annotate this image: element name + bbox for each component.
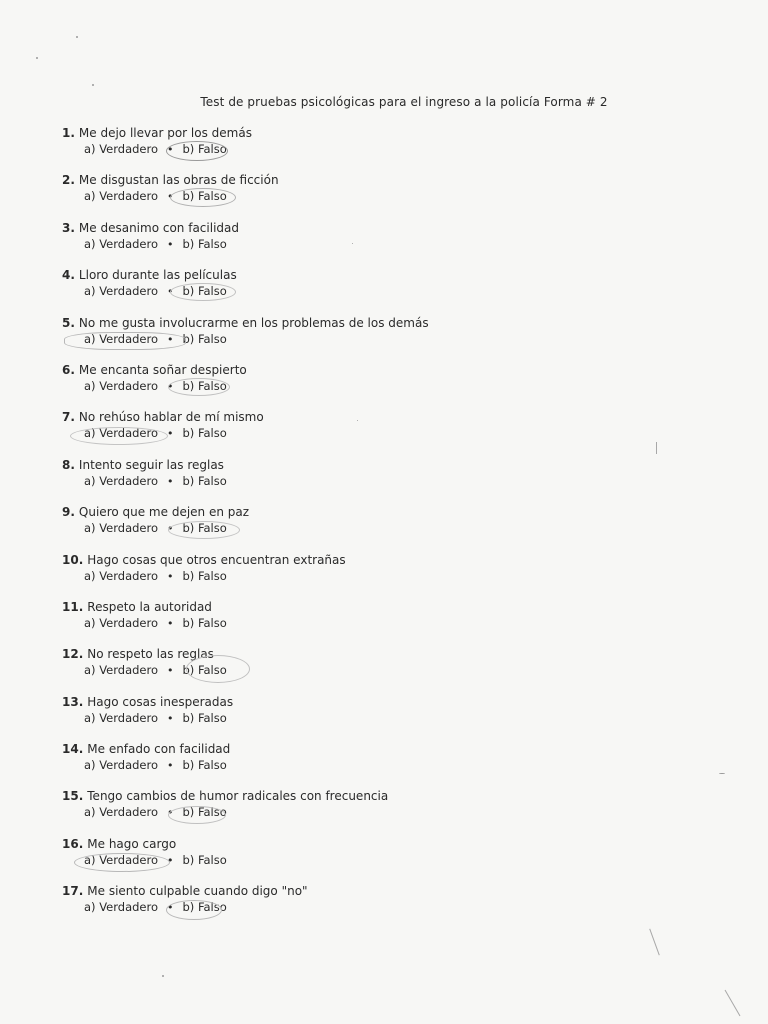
question-statement: Quiero que me dejen en paz (78, 505, 250, 520)
question-item (62, 553, 722, 600)
bullet-separator: • (167, 806, 174, 820)
option-a[interactable]: a) Verdadero (84, 284, 158, 299)
question-item (62, 410, 722, 457)
question-statement: Tengo cambios de humor radicales con frecuencia (87, 789, 389, 804)
option-a[interactable]: a) Verdadero (84, 189, 158, 204)
scan-speck (76, 36, 78, 38)
option-b[interactable]: b) Falso (182, 378, 227, 393)
question-statement: Me disgustan las obras de ficción (78, 173, 279, 188)
question-text (62, 316, 722, 331)
option-a[interactable]: a) Verdadero (84, 758, 158, 773)
answer-options (62, 710, 722, 727)
option-b[interactable]: b) Falso (182, 900, 227, 915)
question-item (62, 505, 722, 552)
question-number: 17. (62, 884, 84, 899)
bullet-separator: • (167, 285, 174, 299)
question-text (62, 553, 722, 568)
question-item (62, 221, 722, 268)
option-b[interactable]: b) Falso (182, 568, 227, 583)
question-number: 11. (62, 599, 84, 614)
bullet-separator: • (167, 853, 174, 867)
option-b[interactable]: b) Falso (182, 758, 227, 773)
question-item (62, 600, 722, 647)
answer-options (62, 378, 722, 395)
option-b[interactable]: b) Falso (182, 710, 227, 725)
bullet-separator: • (167, 474, 174, 488)
question-item (62, 742, 722, 789)
question-number: 3. (62, 220, 75, 235)
scan-speck (357, 420, 358, 421)
question-text (62, 410, 722, 425)
answer-options (62, 331, 722, 348)
question-number: 15. (62, 789, 84, 804)
answer-options (62, 236, 722, 253)
question-statement: Me siento culpable cuando digo "no" (87, 884, 308, 899)
question-text (62, 268, 722, 283)
option-b[interactable]: b) Falso (182, 615, 227, 630)
question-number: 12. (62, 647, 84, 662)
answer-options (62, 852, 722, 869)
question-number: 10. (62, 552, 84, 567)
answer-options (62, 473, 722, 490)
page-title: Test de pruebas psicológicas para el ingreso a la policía Forma # 2 (200, 95, 608, 109)
answer-options (62, 425, 722, 442)
question-text (62, 600, 722, 615)
answer-options (62, 899, 722, 916)
question-statement: Me encanta soñar despierto (78, 362, 247, 377)
option-a[interactable]: a) Verdadero (84, 568, 158, 583)
answer-options (62, 141, 722, 158)
option-b[interactable]: b) Falso (182, 331, 227, 346)
question-item (62, 316, 722, 363)
option-b[interactable]: b) Falso (182, 521, 227, 536)
bullet-separator: • (167, 616, 174, 630)
question-number: 7. (62, 410, 75, 425)
question-item (62, 363, 722, 410)
option-a[interactable]: a) Verdadero (84, 473, 158, 488)
question-statement: No respeto las reglas (87, 647, 214, 662)
option-a[interactable]: a) Verdadero (84, 236, 158, 251)
option-b[interactable]: b) Falso (182, 236, 227, 251)
question-text (62, 695, 722, 710)
question-item (62, 126, 722, 173)
question-number: 8. (62, 457, 75, 472)
option-a[interactable]: a) Verdadero (84, 426, 158, 441)
option-a[interactable]: a) Verdadero (84, 615, 158, 630)
question-item (62, 884, 722, 931)
question-text (62, 837, 722, 852)
question-statement: Hago cosas inesperadas (87, 694, 234, 709)
bullet-separator: • (167, 379, 174, 393)
question-text (62, 742, 722, 757)
bullet-separator: • (167, 522, 174, 536)
option-a[interactable]: a) Verdadero (84, 521, 158, 536)
bullet-separator: • (167, 143, 174, 156)
option-a[interactable]: a) Verdadero (84, 142, 158, 156)
bullet-separator: • (167, 237, 174, 251)
answer-options (62, 568, 722, 585)
scan-speck (92, 84, 94, 86)
question-statement: Lloro durante las películas (78, 268, 237, 283)
question-number: 9. (62, 505, 75, 520)
question-item (62, 695, 722, 742)
option-b[interactable]: b) Falso (182, 852, 227, 867)
question-statement: Me hago cargo (87, 836, 177, 851)
question-statement: No me gusta involucrarme en los problemas de los demás (78, 315, 429, 330)
question-item (62, 458, 722, 505)
option-a[interactable]: a) Verdadero (84, 663, 158, 678)
scan-speck (352, 243, 353, 244)
question-item (62, 789, 722, 836)
question-item (62, 837, 722, 884)
bullet-separator: • (167, 332, 174, 346)
question-statement: No rehúso hablar de mí mismo (78, 410, 264, 425)
question-text (62, 789, 722, 804)
question-number: 16. (62, 836, 84, 851)
question-text (62, 458, 722, 473)
option-b[interactable]: b) Falso (182, 473, 227, 488)
answer-options (62, 757, 722, 774)
question-item (62, 173, 722, 220)
option-b[interactable]: b) Falso (182, 805, 227, 820)
scan-speck (162, 975, 164, 977)
question-item (62, 268, 722, 315)
question-statement: Respeto la autoridad (87, 599, 212, 614)
question-statement: Me dejo llevar por los demás (78, 126, 252, 140)
answer-options (62, 804, 722, 821)
question-number: 2. (62, 173, 75, 188)
bullet-separator: • (167, 664, 174, 678)
bullet-separator: • (167, 759, 174, 773)
question-statement: Intento seguir las reglas (78, 457, 224, 472)
answer-options (62, 188, 722, 205)
question-number: 13. (62, 694, 84, 709)
option-a[interactable]: a) Verdadero (84, 805, 158, 820)
option-b[interactable]: b) Falso (182, 284, 227, 299)
answer-options (62, 283, 722, 300)
option-a[interactable]: a) Verdadero (84, 900, 158, 915)
bullet-separator: • (167, 901, 174, 915)
option-a[interactable]: a) Verdadero (84, 331, 158, 346)
option-a[interactable]: a) Verdadero (84, 378, 158, 393)
option-b[interactable]: b) Falso (182, 142, 227, 156)
answer-options (62, 520, 722, 537)
question-statement: Me enfado con facilidad (87, 742, 231, 757)
question-text (62, 363, 722, 378)
option-a[interactable]: a) Verdadero (84, 852, 158, 867)
scan-scratch (656, 442, 657, 454)
question-text (62, 173, 722, 188)
scan-scratch (649, 929, 660, 956)
answer-options (62, 662, 722, 679)
option-b[interactable]: b) Falso (182, 663, 227, 678)
question-list (62, 126, 722, 932)
question-number: 5. (62, 315, 75, 330)
option-a[interactable]: a) Verdadero (84, 710, 158, 725)
bullet-separator: • (167, 190, 174, 204)
question-number: 14. (62, 742, 84, 757)
question-text (62, 126, 722, 141)
question-text (62, 884, 722, 899)
answer-options (62, 615, 722, 632)
scan-speck (36, 57, 38, 59)
question-number: 4. (62, 268, 75, 283)
bullet-separator: • (167, 427, 174, 441)
question-text (62, 221, 722, 236)
question-statement: Hago cosas que otros encuentran extrañas (87, 552, 346, 567)
bullet-separator: • (167, 711, 174, 725)
question-text (62, 647, 722, 662)
option-b[interactable]: b) Falso (182, 426, 227, 441)
question-number: 1. (62, 126, 75, 140)
bullet-separator: • (167, 569, 174, 583)
scan-speck (719, 773, 725, 774)
option-b[interactable]: b) Falso (182, 189, 227, 204)
question-text (62, 505, 722, 520)
question-number: 6. (62, 362, 75, 377)
scan-scratch (725, 990, 741, 1016)
question-statement: Me desanimo con facilidad (78, 220, 239, 235)
question-item (62, 647, 722, 694)
